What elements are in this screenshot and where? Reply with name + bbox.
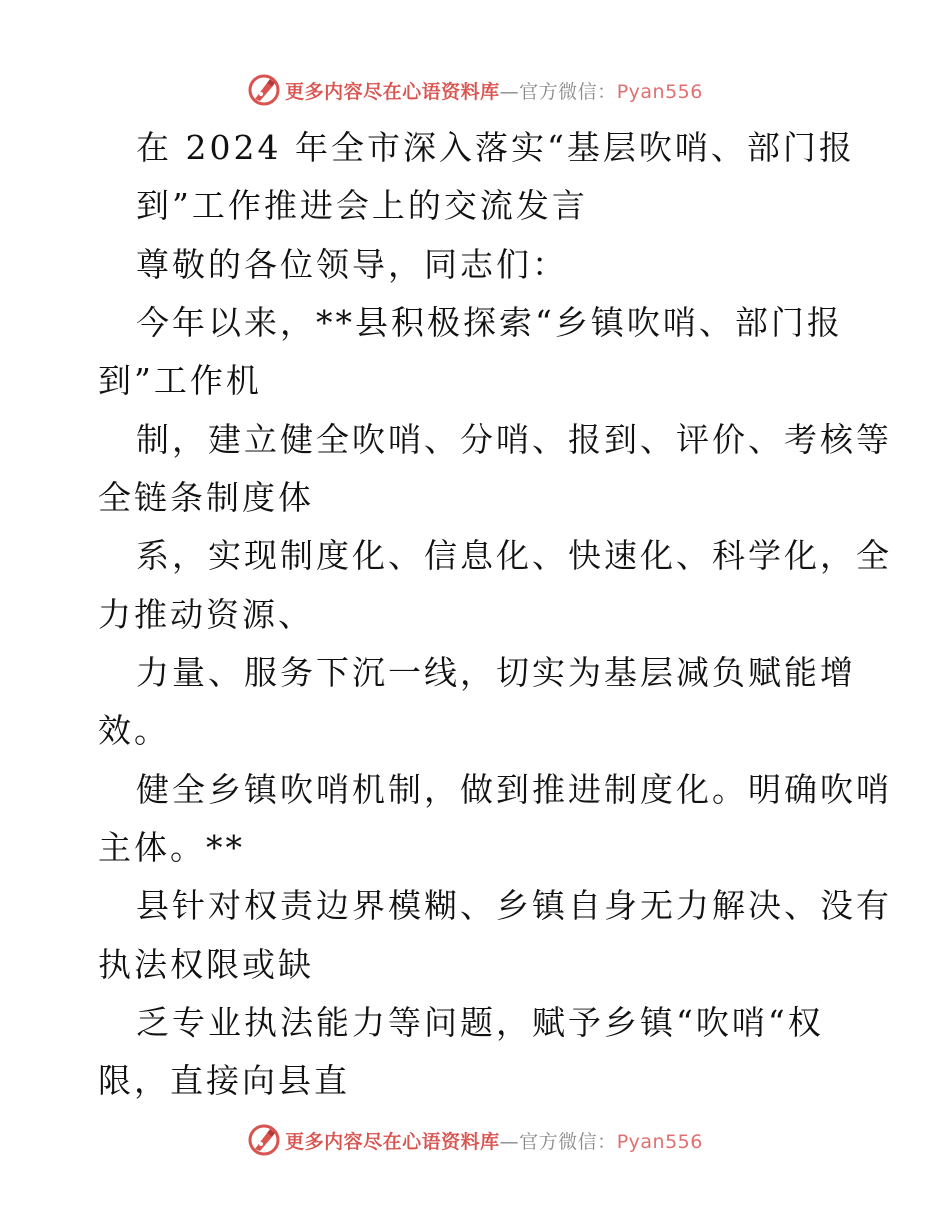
watermark-footer	[0, 1122, 950, 1158]
watermark-text	[285, 1127, 703, 1154]
watermark-text	[285, 77, 703, 104]
text-line: 县针对权责边界模糊、乡镇自身无力解决、没有	[136, 886, 892, 925]
watermark-title: 更多内容尽在心语资料库	[285, 80, 500, 103]
text-line: 到”工作机	[98, 361, 262, 400]
text-line: 效。	[98, 711, 170, 750]
text-line: 全链条制度体	[98, 478, 314, 517]
watermark-dash: —官方微信：	[499, 80, 617, 103]
text-line: 限，直接向县直	[98, 1061, 350, 1100]
text-line: 健全乡镇吹哨机制，做到推进制度化。明确吹哨	[136, 770, 892, 809]
text-line: 执法权限或缺	[98, 945, 314, 984]
watermark-wechat-id: Pyan556	[616, 1130, 703, 1153]
pen-nib-icon	[247, 73, 281, 107]
title-line-2: 到”工作推进会上的交流发言	[136, 186, 588, 225]
watermark-header	[0, 72, 950, 108]
text-line: 主体。**	[98, 828, 245, 867]
watermark-dash: —官方微信：	[499, 1130, 617, 1153]
text-line: 今年以来，**县积极探索“乡镇吹哨、部门报	[136, 303, 843, 342]
watermark-wechat-id: Pyan556	[616, 80, 703, 103]
text-line: 乏专业执法能力等问题，赋予乡镇“吹哨“权	[136, 1003, 824, 1042]
text-line: 力量、服务下沉一线，切实为基层减负赋能增	[136, 653, 856, 692]
text-line: 制，建立健全吹哨、分哨、报到、评价、考核等	[136, 420, 892, 459]
watermark-title: 更多内容尽在心语资料库	[285, 1130, 500, 1153]
pen-nib-icon	[247, 1123, 281, 1157]
title-line-1: 在 2024 年全市深入落实“基层吹哨、部门报	[136, 128, 855, 167]
text-line: 力推动资源、	[98, 595, 314, 634]
text-line: 系，实现制度化、信息化、快速化、科学化，全	[136, 536, 892, 575]
salutation: 尊敬的各位领导，同志们：	[136, 245, 568, 284]
